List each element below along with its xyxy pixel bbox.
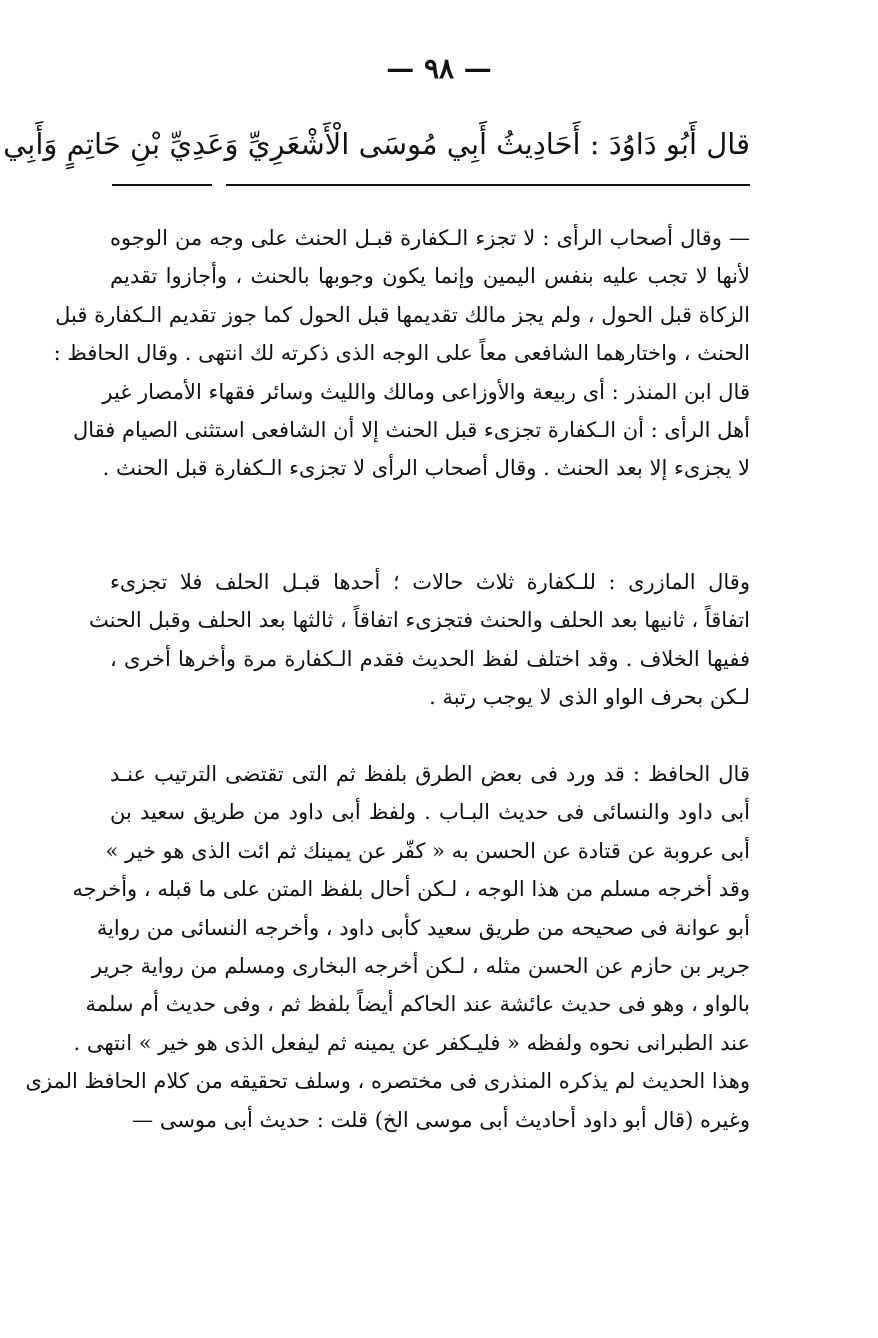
paragraph-3 bbox=[25, 755, 750, 1139]
text-line: قال ابن المنذر : أى ربيعة والأوزاعى ومالك والليث وسائر فقهاء الأمصار غير bbox=[102, 379, 750, 404]
text-line: وغيره (قال أبو داود أحاديث أبى موسى الخ) قلت : حديث أبى موسى — bbox=[132, 1107, 750, 1132]
text-line: وقال المازرى : للـكفارة ثلاث حالات ؛ أحدها قبـل الحلف فلا تجزىء bbox=[110, 570, 750, 594]
text-line: اتفاقاً ، ثانيها بعد الحلف والحنث فتجزىء اتفاقاً ، ثالثها بعد الحلف وقبل الحنث bbox=[88, 608, 750, 633]
text-line: وقد أخرجه مسلم من هذا الوجه ، لـكن أحال بلفظ المتن على ما قبله ، وأخرجه bbox=[72, 877, 750, 902]
page-number: — ٩٨ — bbox=[386, 52, 492, 85]
header-rule-short bbox=[112, 184, 212, 186]
text-line: لا يجزىء إلا بعد الحنث . وقال أصحاب الرأى لا تجزىء الـكفارة قبل الحنث . bbox=[102, 456, 750, 481]
text-line: أبو عوانة فى صحيحه من طريق سعيد كأبى داود ، وأخرجه النسائى من رواية bbox=[96, 915, 750, 940]
text-line: — وقال أصحاب الرأى : لا تجزء الـكفارة قبـل الحنث على وجه من الوجوه bbox=[110, 226, 750, 250]
text-line: عند الطبرانى نحوه ولفظه « فليـكفر عن يمينه ثم ليفعل الذى هو خير » انتهى . bbox=[73, 1030, 750, 1055]
paragraph-2 bbox=[88, 563, 750, 717]
running-header: قال أَبُو دَاوُدَ : أَحَادِيثُ أَبِي مُوسَى الْأَشْعَرِيِّ وَعَدِيِّ بْنِ حَاتِمٍ وَأَبِي bbox=[3, 127, 750, 161]
text-line: أبى داود والنسائى فى حديث البـاب . ولفظ أبى داود من طريق سعيد بن bbox=[110, 800, 750, 825]
text-line: لأنها لا تجب عليه بنفس اليمين وإنما يكون وجوبها بالحنث ، وأجازوا تقديم bbox=[110, 264, 750, 289]
text-line: بالواو ، وهو فى حديث عائشة عند الحاكم أيضاً بلفظ ثم ، وفى حديث أم سلمة bbox=[85, 992, 750, 1017]
paragraph-1 bbox=[53, 219, 750, 488]
text-line: الزكاة قبل الحول ، ولم يجز مالك تقديمها قبل الحول كما جوز تقديم الـكفارة قبل bbox=[55, 302, 750, 327]
text-line: قال الحافظ : قد ورد فى بعض الطرق بلفظ ثم التى تقتضى الترتيب عنـد bbox=[110, 762, 750, 786]
text-line: الحنث ، واختارهما الشافعى معاً على الوجه الذى ذكرته لك انتهى . وقال الحافظ : bbox=[53, 341, 750, 366]
text-line: وهذا الحديث لم يذكره المنذرى فى مختصره ، وسلف تحقيقه من كلام الحافظ المزى bbox=[25, 1069, 750, 1094]
text-line: ففيها الخلاف . وقد اختلف لفظ الحديث فقدم الـكفارة مرة وأخرها أخرى ، bbox=[110, 646, 750, 671]
header-rule-long bbox=[226, 184, 750, 186]
text-line: أبى عروبة عن قتادة عن الحسن به « كفّر عن يمينك ثم ائت الذى هو خير » bbox=[105, 838, 750, 863]
text-line: جرير بن حازم عن الحسن مثله ، لـكن أخرجه البخارى ومسلم من رواية جرير bbox=[91, 953, 750, 978]
text-line: أهل الرأى : أن الـكفارة تجزىء قبل الحنث إلا أن الشافعى استثنى الصيام فقال bbox=[72, 417, 750, 442]
text-line: لـكن بحرف الواو الذى لا يوجب رتبة . bbox=[429, 685, 750, 710]
